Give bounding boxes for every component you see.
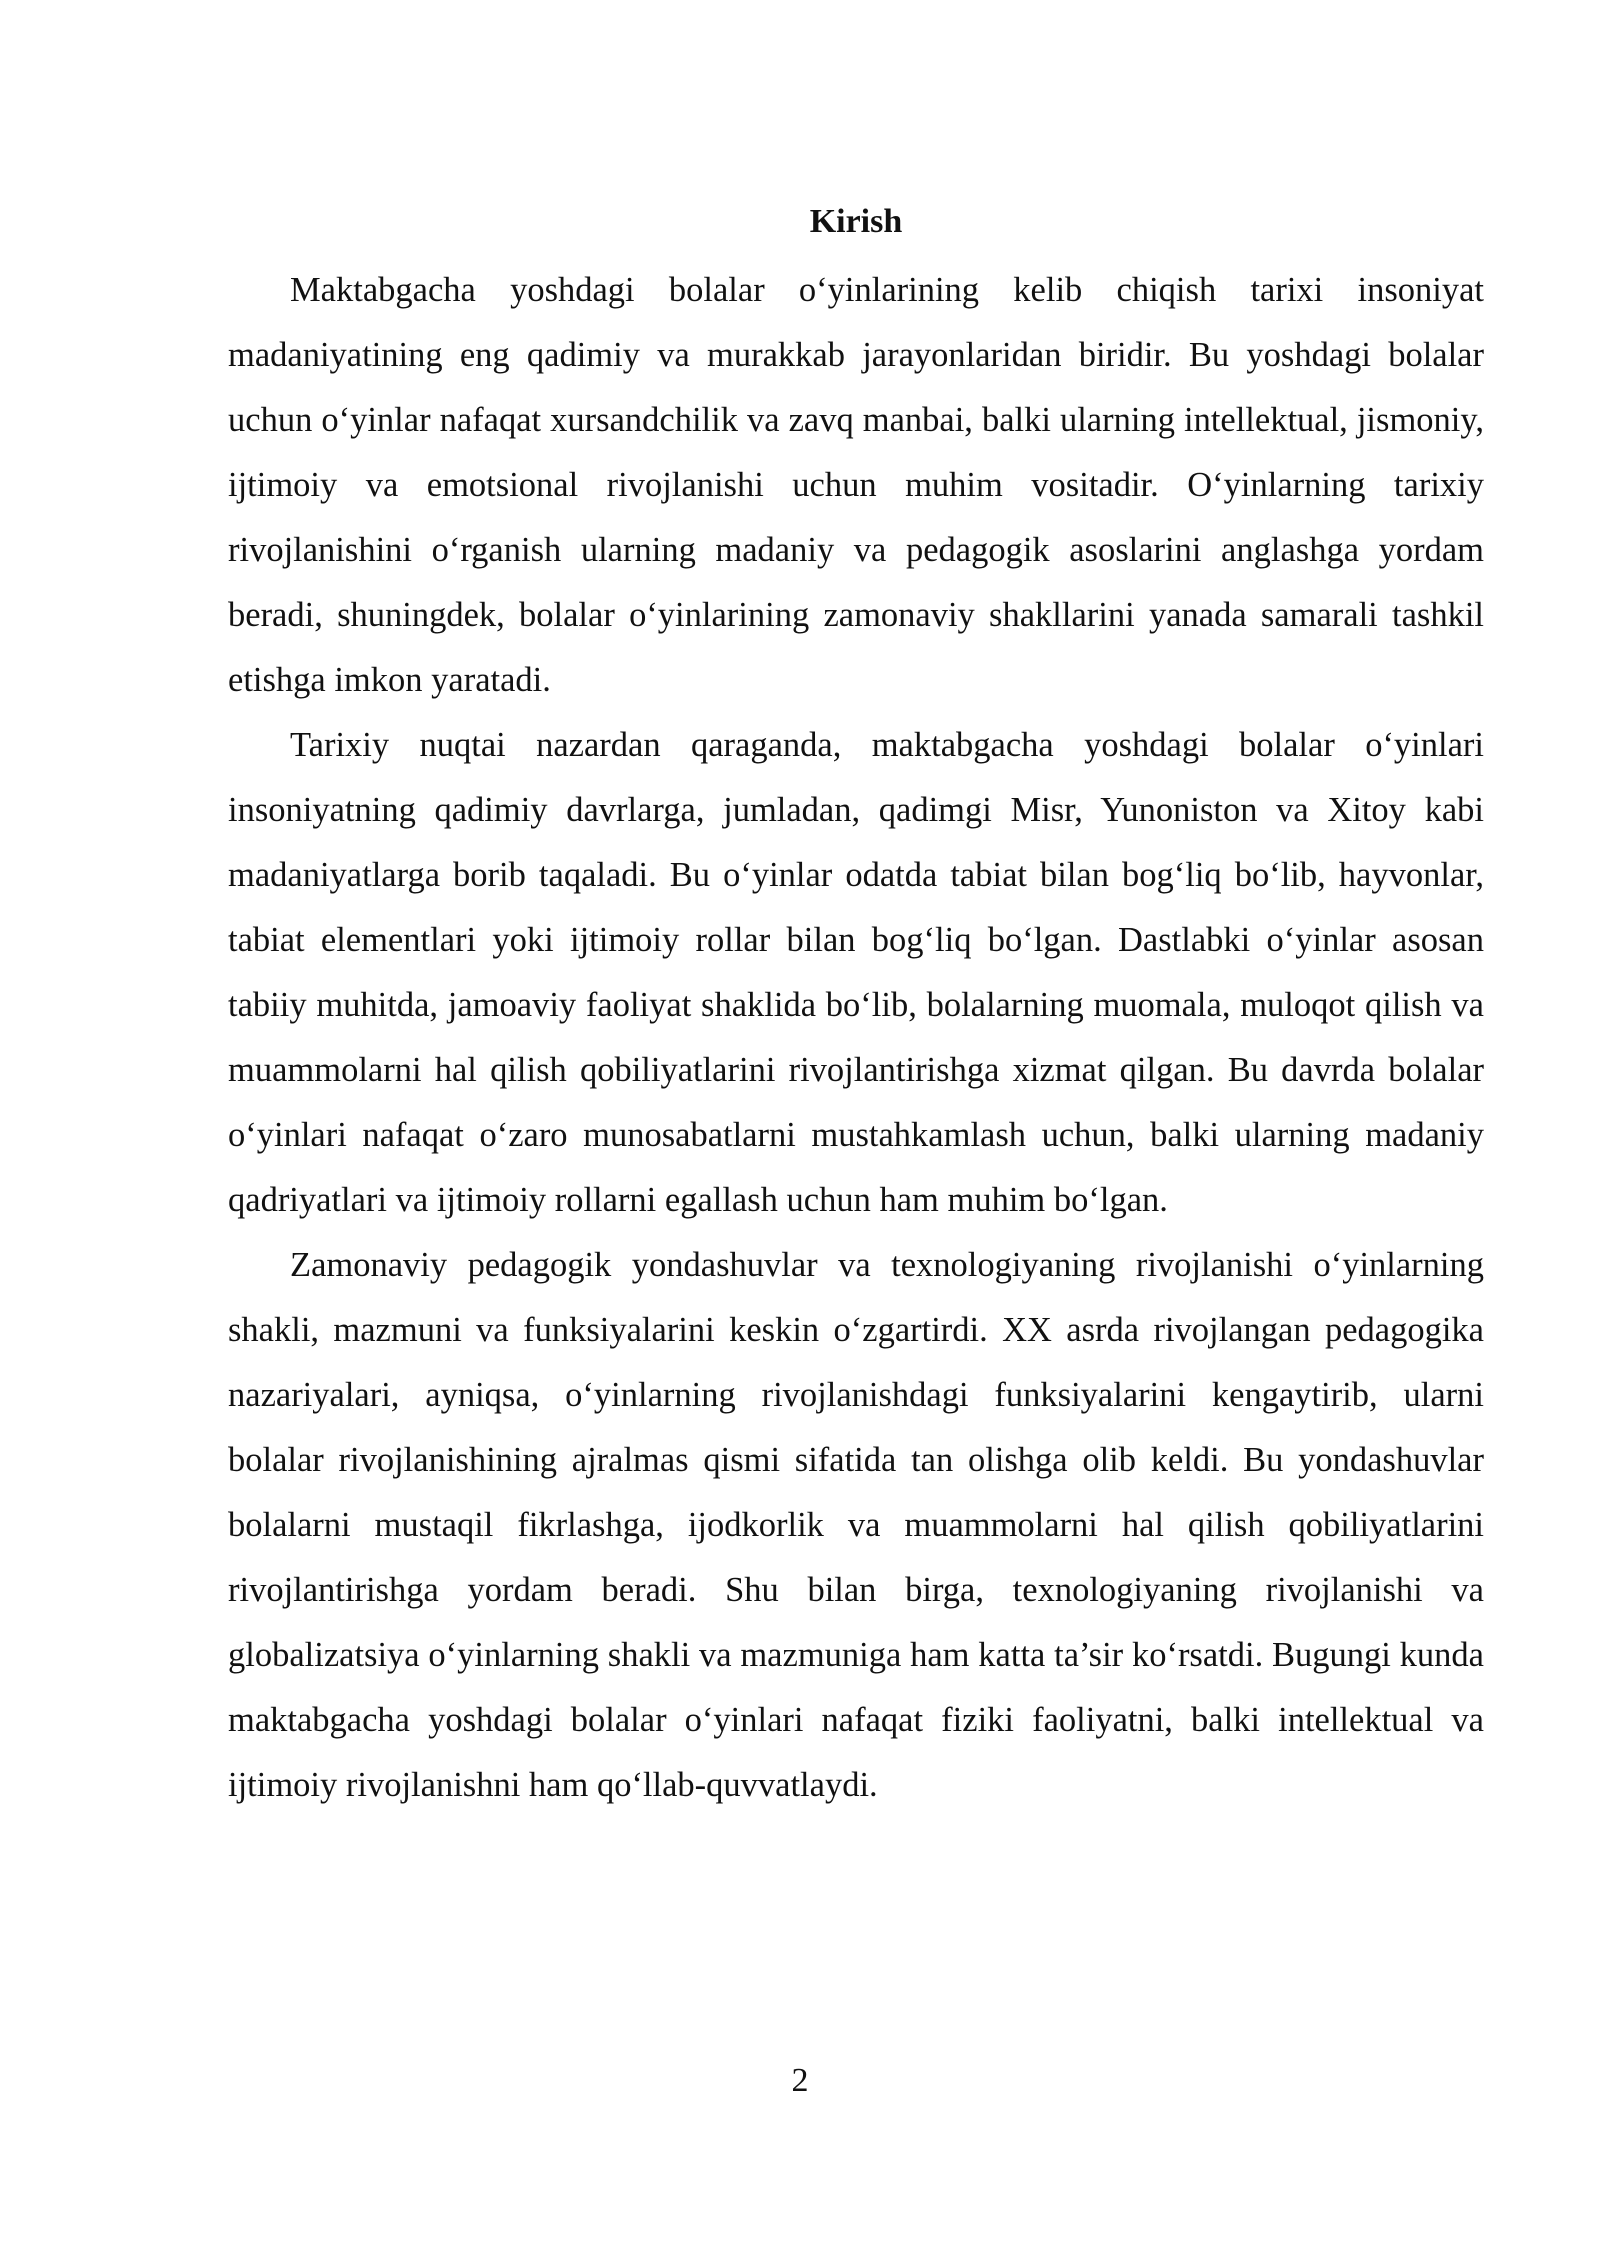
page-number: 2 <box>791 2062 809 2099</box>
paragraph-1: Maktabgacha yoshdagi bolalar o‘yinlarining kelib chiqish tarixi insoniyat madaniyatining eng qadimiy va murakkab jarayonlaridan biridir. Bu yoshdagi bolalar uchun o‘yinlar nafaqat xursandchilik va zavq manbai, balki ularning intellektual, jismoniy, ijtimoiy va emotsional rivojlanishi uchun muhim vositadir. O‘yinlarning tarixiy rivojlanishini o‘rganish ularning madaniy va pedagogik asoslarini anglashga yordam beradi, shuningdek, bolalar o‘yinlarining zamonaviy shakllarini yanada samarali tashkil etishga imkon yaratadi. <box>228 271 1484 699</box>
section-heading: Kirish <box>809 203 903 240</box>
paragraph-2: Tarixiy nuqtai nazardan qaraganda, maktabgacha yoshdagi bolalar o‘yinlari insoniyatning qadimiy davrlarga, jumladan, qadimgi Misr, Yunoniston va Xitoy kabi madaniyatlarga borib taqaladi. Bu o‘yinlar odatda tabiat bilan bog‘liq bo‘lib, hayvonlar, tabiat elementlari yoki ijtimoiy rollar bilan bog‘liq bo‘lgan. Dastlabki o‘yinlar asosan tabiiy muhitda, jamoaviy faoliyat shaklida bo‘lib, bolalarning muomala, muloqot qilish va muammolarni hal qilish qobiliyatlarini rivojlantirishga xizmat qilgan. Bu davrda bolalar o‘yinlari nafaqat o‘zaro munosabatlarni mustahkamlash uchun, balki ularning madaniy qadriyatlari va ijtimoiy rollarni egallash uchun ham muhim bo‘lgan. <box>228 726 1484 1219</box>
page-body <box>228 196 1484 1818</box>
paragraph-3: Zamonaviy pedagogik yondashuvlar va texnologiyaning rivojlanishi o‘yinlarning shakli, mazmuni va funksiyalarini keskin o‘zgartirdi. XX asrda rivojlangan pedagogika nazariyalari, ayniqsa, o‘yinlarning rivojlanishdagi funksiyalarini kengaytirib, ularni bolalar rivojlanishining ajralmas qismi sifatida tan olishga olib keldi. Bu yondashuvlar bolalarni mustaqil fikrlashga, ijodkorlik va muammolarni hal qilish qobiliyatlarini rivojlantirishga yordam beradi. Shu bilan birga, texnologiyaning rivojlanishi va globalizatsiya o‘yinlarning shakli va mazmuniga ham katta ta’sir ko‘rsatdi. Bugungi kunda maktabgacha yoshdagi bolalar o‘yinlari nafaqat fiziki faoliyatni, balki intellektual va ijtimoiy rivojlanishni ham qo‘llab-quvvatlaydi. <box>228 1246 1484 1804</box>
